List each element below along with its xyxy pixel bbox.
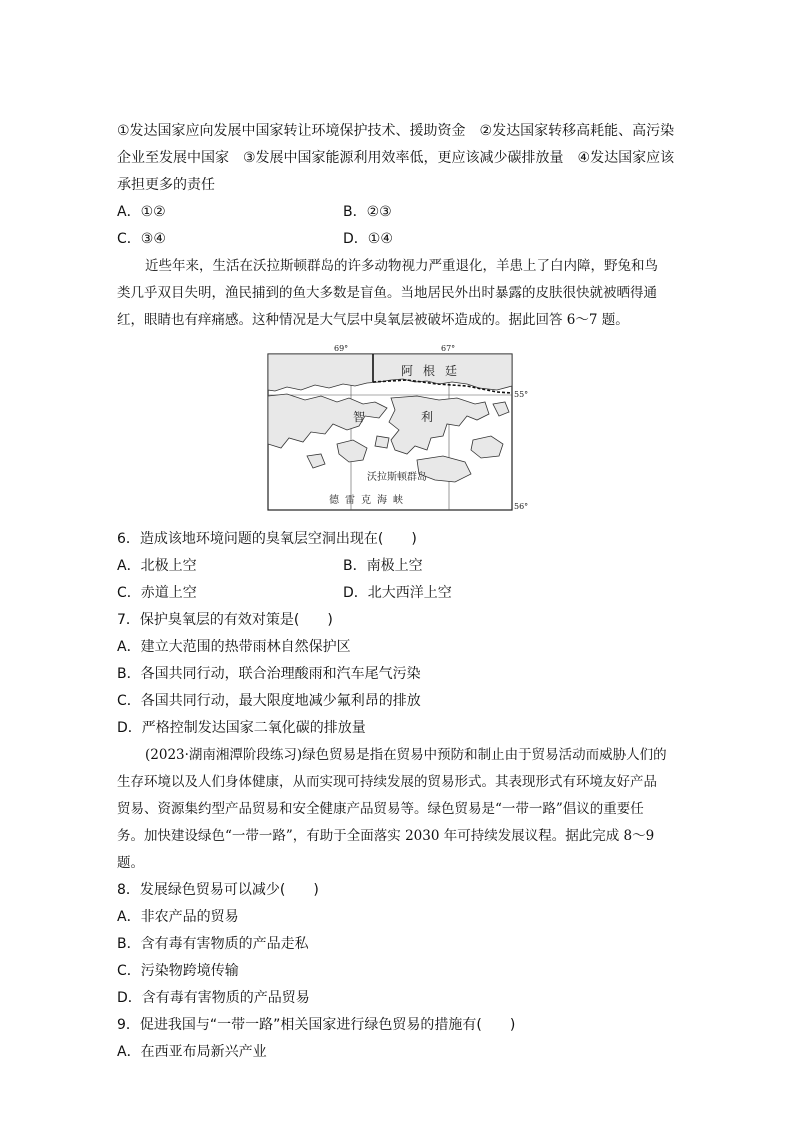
material-line: (2023·湖南湘潭阶段练习)绿色贸易是指在贸易中预防和制止由于贸易活动而威胁人们的: [145, 747, 667, 763]
material-line: 贸易、资源集约型产品贸易和安全健康产品贸易等。绿色贸易是“一带一路”倡议的重要任: [117, 801, 644, 817]
option-d: D．北大西洋上空: [343, 585, 452, 601]
option-a: A．在西亚布局新兴产业: [117, 1044, 267, 1060]
question-8: [117, 877, 682, 1012]
option-c: C．赤道上空: [117, 585, 197, 601]
argentina-label: 阿根廷: [401, 364, 468, 378]
question-stem: 9．促进我国与“一带一路”相关国家进行绿色贸易的措施有( ): [117, 1017, 516, 1033]
options-row: [117, 580, 682, 607]
option-a: A．建立大范围的热带雨林自然保护区: [117, 639, 351, 655]
question-9: [117, 1012, 682, 1066]
material-line: 生存环境以及人们身体健康，从而实现可持续发展的贸易形式。其表现形式有环境友好产品: [117, 774, 657, 790]
material-line: 近些年来，生活在沃拉斯顿群岛的许多动物视力严重退化，羊患上了白内障，野兔和鸟: [145, 258, 658, 274]
option-a: A．非农产品的贸易: [117, 909, 239, 925]
option-c: C．污染物跨境传输: [117, 963, 239, 979]
option-d: D．①④: [343, 231, 393, 247]
options-row: [117, 553, 682, 580]
question-stem: 7．保护臭氧层的有效对策是( ): [117, 612, 333, 628]
option-c: C．③④: [117, 231, 166, 247]
page-content: [117, 118, 682, 1066]
reading-material-1: [117, 253, 682, 334]
map-figure: [267, 344, 531, 520]
material-line: 类几乎双目失明，渔民捕到的鱼大多数是盲鱼。当地居民外出时暴露的皮肤很快就被晒得通: [117, 285, 657, 301]
question-stem: 8．发展绿色贸易可以减少( ): [117, 882, 319, 898]
question-7: [117, 607, 682, 742]
chile-label-left: 智: [353, 410, 366, 424]
option-d: D．含有毒有害物质的产品贸易: [117, 990, 310, 1006]
lat-label-55: 55°: [514, 390, 529, 399]
chile-label-right: 利: [421, 410, 434, 424]
options-row: [117, 199, 682, 226]
options-row: [117, 226, 682, 253]
lon-label-69: 69°: [334, 344, 349, 353]
material-line: 红，眼睛也有痒痛感。这种情况是大气层中臭氧层被破坏造成的。据此回答 6～7 题。: [117, 312, 629, 328]
option-a: A．①②: [117, 204, 166, 220]
statement-line: ①发达国家应向发展中国家转让环境保护技术、援助资金 ②发达国家转移高耗能、高污染: [117, 123, 675, 139]
option-b: B．②③: [343, 204, 392, 220]
lat-label-56: 56°: [514, 502, 529, 511]
question-6: [117, 526, 682, 607]
option-c: C．各国共同行动，最大限度地减少氟利昂的排放: [117, 693, 421, 709]
statement-line: 企业至发展中国家 ③发展中国家能源利用效率低，更应该减少碳排放量 ④发达国家应该: [117, 150, 675, 166]
reading-material-2: [117, 742, 682, 877]
islands-label: 沃拉斯顿群岛: [367, 472, 427, 483]
question-5-continuation: [117, 118, 682, 253]
lon-label-67: 67°: [441, 344, 456, 353]
question-stem: 6．造成该地环境问题的臭氧层空洞出现在( ): [117, 531, 417, 547]
material-line: 务。加快建设绿色“一带一路”，有助于全面落实 2030 年可持续发展议程。据此完成 8～9 题。: [117, 828, 655, 871]
statement-line: 承担更多的责任: [117, 177, 215, 193]
option-b: B．含有毒有害物质的产品走私: [117, 936, 309, 952]
option-b: B．南极上空: [343, 558, 423, 574]
option-b: B．各国共同行动，联合治理酸雨和汽车尾气污染: [117, 666, 421, 682]
strait-label: 德雷克海峡: [329, 495, 409, 506]
option-d: D．严格控制发达国家二氧化碳的排放量: [117, 720, 366, 736]
option-a: A．北极上空: [117, 558, 197, 574]
